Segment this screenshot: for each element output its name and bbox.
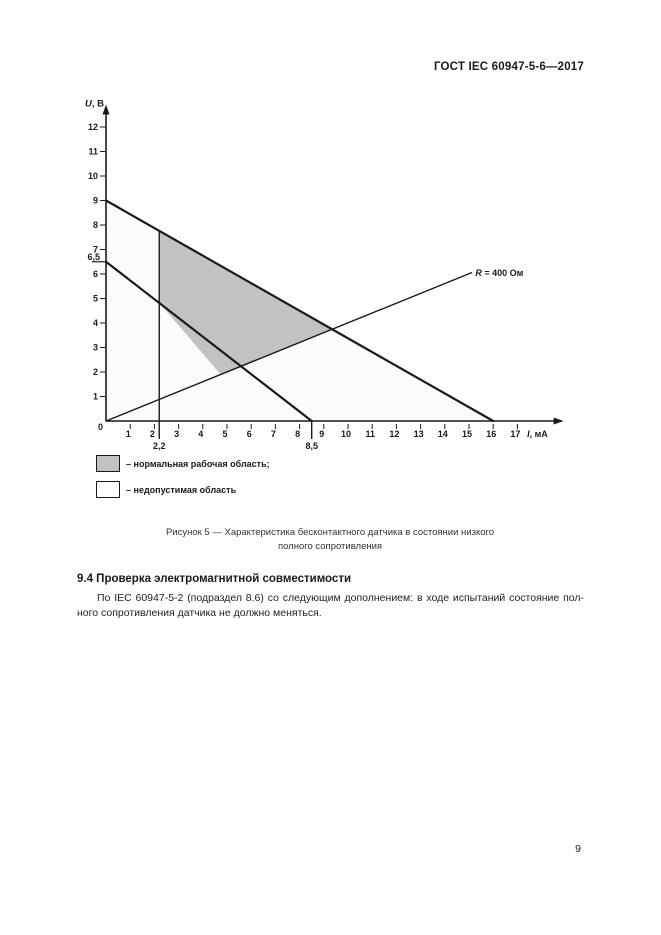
y-tick-label: 10 [87, 171, 98, 181]
y-axis-title-symbol: U [84, 98, 92, 110]
legend-item-inadmissible [96, 481, 236, 498]
document-header: ГОСТ IEC 60947-5-6—2017 [433, 61, 584, 73]
r400-label-symbol: R [475, 267, 482, 278]
x-tick-label: 3 [174, 429, 180, 439]
x-tick-label: 17 [510, 429, 521, 439]
y-tick-label: 5 [92, 293, 98, 304]
legend-label-inadmissible: – недопустимая область [126, 484, 237, 495]
special-x-label: 8,5 [305, 441, 318, 451]
paragraph-line-2: ного сопротивления датчика не должно меняться. [77, 607, 322, 619]
x-tick-label: 4 [198, 429, 204, 439]
origin-label: 0 [97, 422, 103, 432]
x-tick-label: 11 [365, 429, 375, 439]
y-tick-label: 6 [92, 269, 98, 279]
section-title: 9.4 Проверка электромагнитной совместимости [77, 573, 352, 585]
legend-item-normal [96, 455, 270, 472]
x-tick-label: 1 [125, 429, 131, 439]
special-y-label: 6,5 [87, 251, 100, 262]
y-tick-label: 2 [92, 367, 98, 377]
x-axis-title-symbol: I [527, 429, 530, 439]
page-number: 9 [575, 843, 581, 855]
x-tick-label: 14 [437, 429, 448, 439]
x-tick-label: 9 [319, 429, 325, 439]
r400-label-value: = 400 Ом [481, 267, 524, 278]
y-tick-label: 1 [92, 391, 98, 402]
x-tick-label: 16 [486, 429, 497, 439]
body-paragraph [77, 591, 584, 621]
x-tick-label: 12 [389, 429, 400, 439]
special-x-label: 2,2 [152, 441, 166, 451]
x-tick-label: 7 [270, 429, 276, 439]
caption-line-1: Рисунок 5 — Характеристика бесконтактного датчика в состоянии низкого [165, 527, 495, 538]
y-tick-label: 11 [88, 146, 98, 157]
y-axis-title-unit: , В [91, 98, 104, 110]
y-tick-label: 8 [92, 220, 98, 230]
caption-line-2: полного сопротивления [277, 540, 383, 552]
x-axis-arrow [554, 418, 564, 425]
legend-swatch-normal [96, 455, 120, 472]
x-tick-label: 5 [222, 429, 228, 439]
x-tick-label: 13 [413, 429, 424, 439]
legend-label-normal: – нормальная рабочая область; [126, 458, 270, 469]
r400-label [475, 268, 523, 278]
x-tick-label: 10 [340, 429, 352, 439]
x-tick-label: 8 [295, 429, 301, 439]
x-axis-title [527, 429, 548, 439]
paragraph-line-1: По IEC 60947-5-2 (подраздел 8.6) со следующим дополнением: в ходе испытаний состояние пол- [97, 592, 584, 604]
y-tick-label: 3 [92, 342, 98, 353]
x-tick-label: 2 [149, 429, 155, 439]
x-axis-title-unit: , мА [529, 429, 548, 439]
y-tick-label: 12 [87, 122, 98, 132]
figure-caption [100, 526, 560, 553]
x-tick-label: 15 [461, 429, 473, 439]
y-tick-label: 7 [92, 244, 98, 255]
y-tick-label: 9 [92, 195, 98, 206]
y-axis-title [85, 99, 104, 110]
x-tick-label: 6 [246, 429, 252, 439]
y-tick-label: 4 [92, 318, 98, 328]
legend-swatch-inadmissible [96, 481, 120, 498]
